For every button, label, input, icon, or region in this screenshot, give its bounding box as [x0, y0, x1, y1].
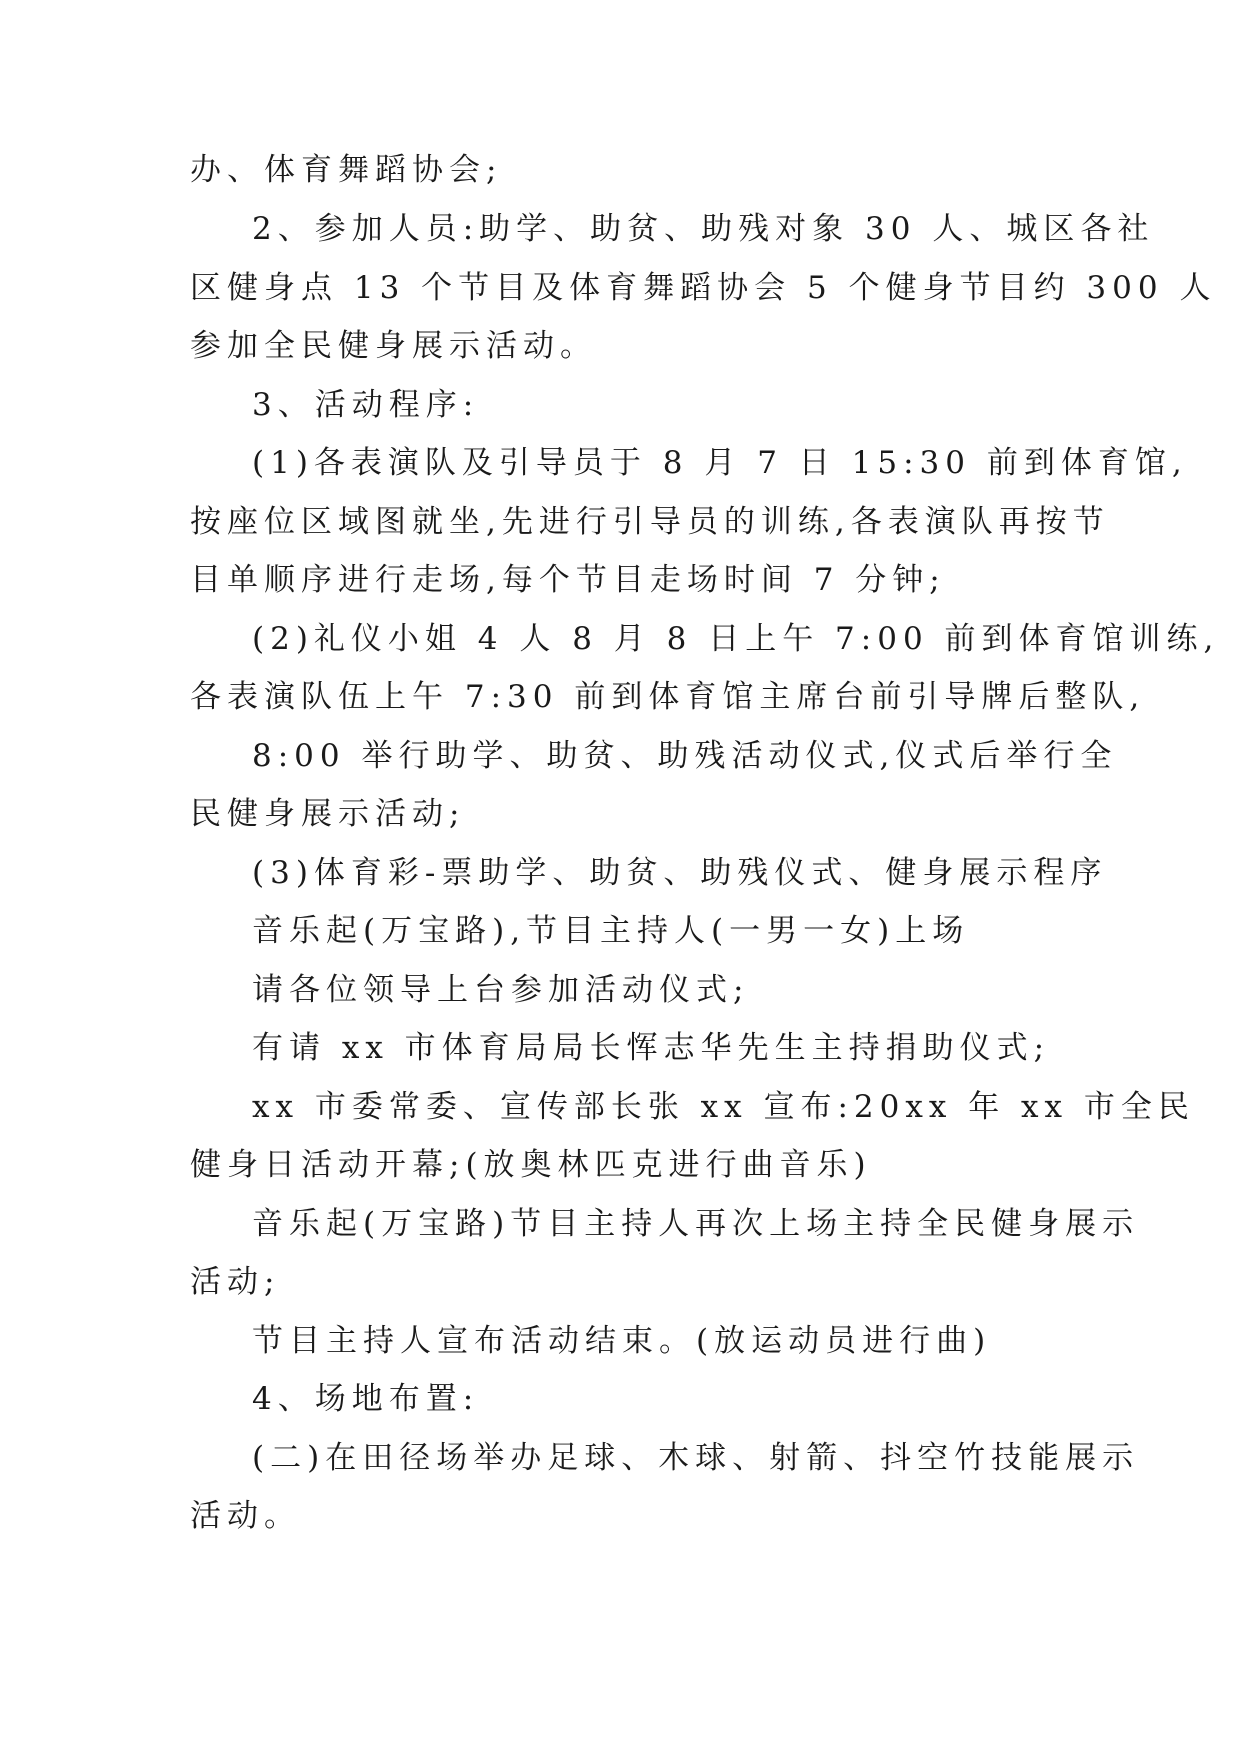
- text-line-5: 3、活动程序:: [252, 387, 480, 423]
- text-line-4: 参加全民健身展示活动。: [190, 328, 597, 364]
- text-line-24: 活动。: [190, 1498, 301, 1534]
- text-line-19: 音乐起(万宝路)节目主持人再次上场主持全民健身展示: [252, 1206, 1140, 1242]
- text-line-10: 各表演队伍上午 7:30 前到体育馆主席台前引导牌后整队,: [190, 679, 1146, 715]
- text-line-1: 办、体育舞蹈协会;: [190, 152, 503, 188]
- text-line-14: 音乐起(万宝路),节目主持人(一男一女)上场: [252, 913, 970, 949]
- text-line-18: 健身日活动开幕;(放奥林匹克进行曲音乐): [190, 1147, 872, 1183]
- text-line-17: xx 市委常委、宣传部长张 xx 宣布:20xx 年 xx 市全民: [252, 1089, 1195, 1125]
- text-line-2: 2、参加人员:助学、助贫、助残对象 30 人、城区各社: [252, 211, 1155, 247]
- text-line-16: 有请 xx 市体育局局长恽志华先生主持捐助仪式;: [252, 1030, 1051, 1066]
- text-line-21: 节目主持人宣布活动结束。(放运动员进行曲): [252, 1323, 992, 1359]
- text-line-23: (二)在田径场举办足球、木球、射箭、抖空竹技能展示: [252, 1440, 1140, 1476]
- text-line-7: 按座位区域图就坐,先进行引导员的训练,各表演队再按节: [190, 504, 1110, 540]
- text-line-13: (3)体育彩-票助学、助贫、助残仪式、健身展示程序: [252, 855, 1108, 891]
- text-line-15: 请各位领导上台参加活动仪式;: [252, 972, 750, 1008]
- text-line-11: 8:00 举行助学、助贫、助残活动仪式,仪式后举行全: [252, 738, 1118, 774]
- text-line-3: 区健身点 13 个节目及体育舞蹈协会 5 个健身节目约 300 人: [190, 270, 1217, 306]
- text-line-12: 民健身展示活动;: [190, 796, 466, 832]
- text-line-9: (2)礼仪小姐 4 人 8 月 8 日上午 7:00 前到体育馆训练,: [252, 621, 1220, 657]
- text-line-20: 活动;: [190, 1264, 281, 1300]
- text-line-22: 4、场地布置:: [252, 1381, 480, 1417]
- text-line-6: (1)各表演队及引导员于 8 月 7 日 15:30 前到体育馆,: [252, 445, 1188, 481]
- text-line-8: 目单顺序进行走场,每个节目走场时间 7 分钟;: [190, 562, 946, 598]
